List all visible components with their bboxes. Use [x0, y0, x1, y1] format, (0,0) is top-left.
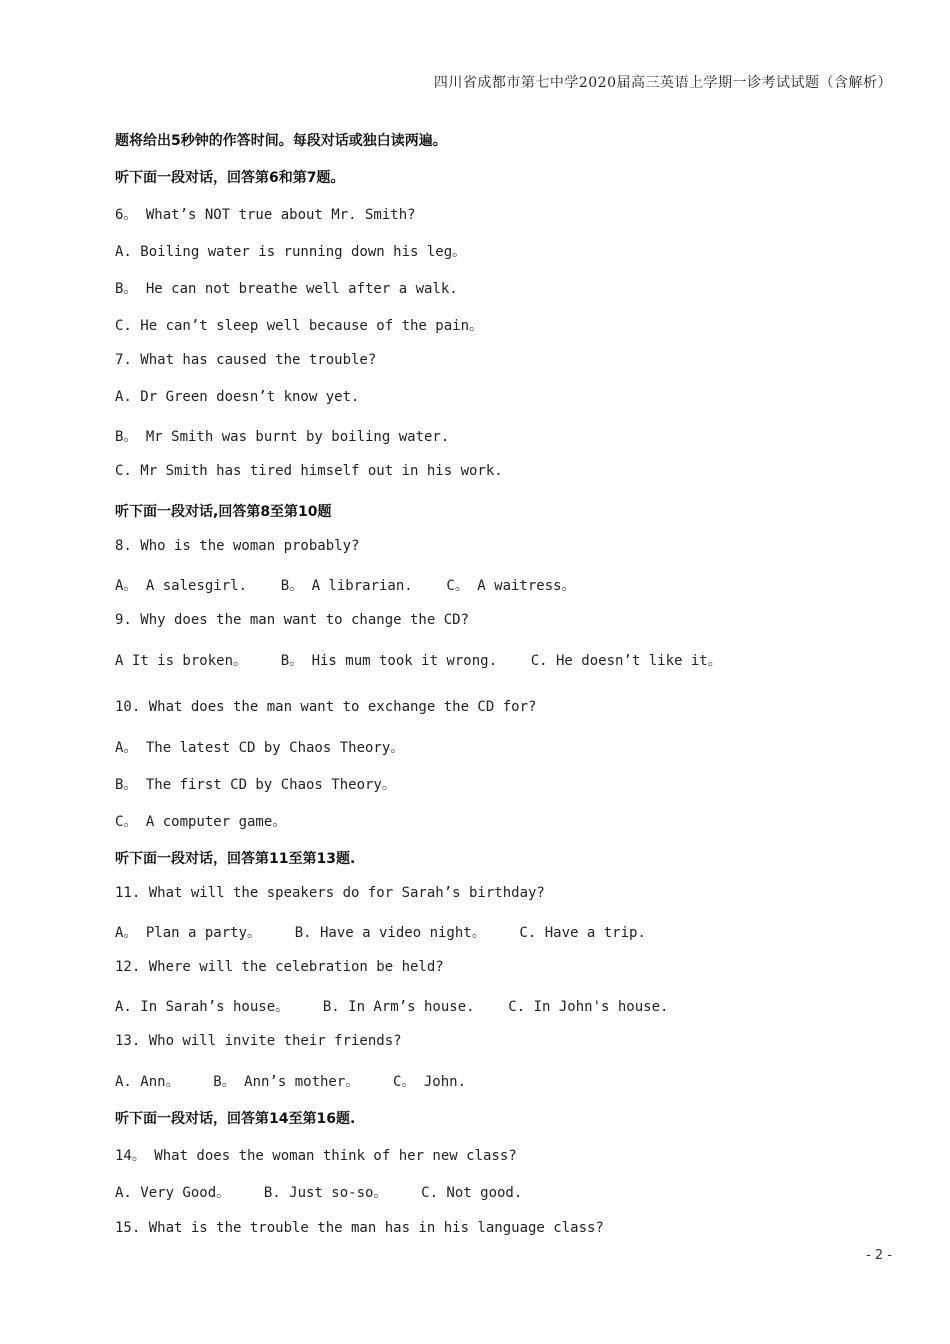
option-line: A。 A salesgirl. B。 A librarian. C。 A waitress。	[115, 578, 576, 594]
question-12: 12. Where will the celebration be held?	[115, 959, 444, 975]
option-line: C. He can’t sleep well because of the pain。	[115, 318, 484, 334]
option-line: A. Dr Green doesn’t know yet.	[115, 389, 360, 405]
question-9: 9. Why does the man want to change the CD?	[115, 612, 470, 628]
question-15: 15. What is the trouble the man has in his language class?	[115, 1220, 604, 1236]
page-number: - 2 -	[866, 1248, 892, 1263]
instruction-line: 题将给出5秒钟的作答时间。每段对话或独白读两遍。	[115, 133, 447, 149]
option-line: B。 He can not breathe well after a walk.	[115, 281, 458, 297]
question-6: 6。 What’s NOT true about Mr. Smith?	[115, 207, 416, 223]
option-line: A. In Sarah’s house。 B. In Arm’s house. C. In John's house.	[115, 999, 669, 1015]
question-7: 7. What has caused the trouble?	[115, 352, 377, 368]
option-line: C. Mr Smith has tired himself out in his work.	[115, 463, 503, 479]
option-line: A。 The latest CD by Chaos Theory。	[115, 740, 405, 756]
option-line: A. Ann。 B。 Ann’s mother。 C。 John.	[115, 1074, 467, 1090]
option-line: B。 The first CD by Chaos Theory。	[115, 777, 396, 793]
section-heading: 听下面一段对话，回答第14至第16题.	[115, 1111, 356, 1127]
question-8: 8. Who is the woman probably?	[115, 538, 360, 554]
question-10: 10. What does the man want to exchange the CD for?	[115, 699, 537, 715]
option-line: A。 Plan a party。 B. Have a video night。 C. Have a trip.	[115, 925, 646, 941]
question-14: 14。 What does the woman think of her new class?	[115, 1148, 517, 1164]
option-line: A. Very Good。 B. Just so-so。 C. Not good.	[115, 1185, 523, 1201]
option-line: A It is broken。 B。 His mum took it wrong. C. He doesn’t like it。	[115, 653, 722, 669]
document-header: 四川省成都市第七中学2020届高三英语上学期一诊考试试题（含解析）	[433, 75, 892, 91]
section-heading: 听下面一段对话,回答第8至第10题	[115, 504, 332, 520]
question-13: 13. Who will invite their friends?	[115, 1033, 402, 1049]
option-line: C。 A computer game。	[115, 814, 287, 830]
option-line: A. Boiling water is running down his leg。	[115, 244, 467, 260]
question-11: 11. What will the speakers do for Sarah’s birthday?	[115, 885, 545, 901]
section-heading: 听下面一段对话，回答第6和第7题。	[115, 170, 345, 186]
option-line: B。 Mr Smith was burnt by boiling water.	[115, 429, 450, 445]
section-heading: 听下面一段对话，回答第11至第13题.	[115, 851, 356, 867]
